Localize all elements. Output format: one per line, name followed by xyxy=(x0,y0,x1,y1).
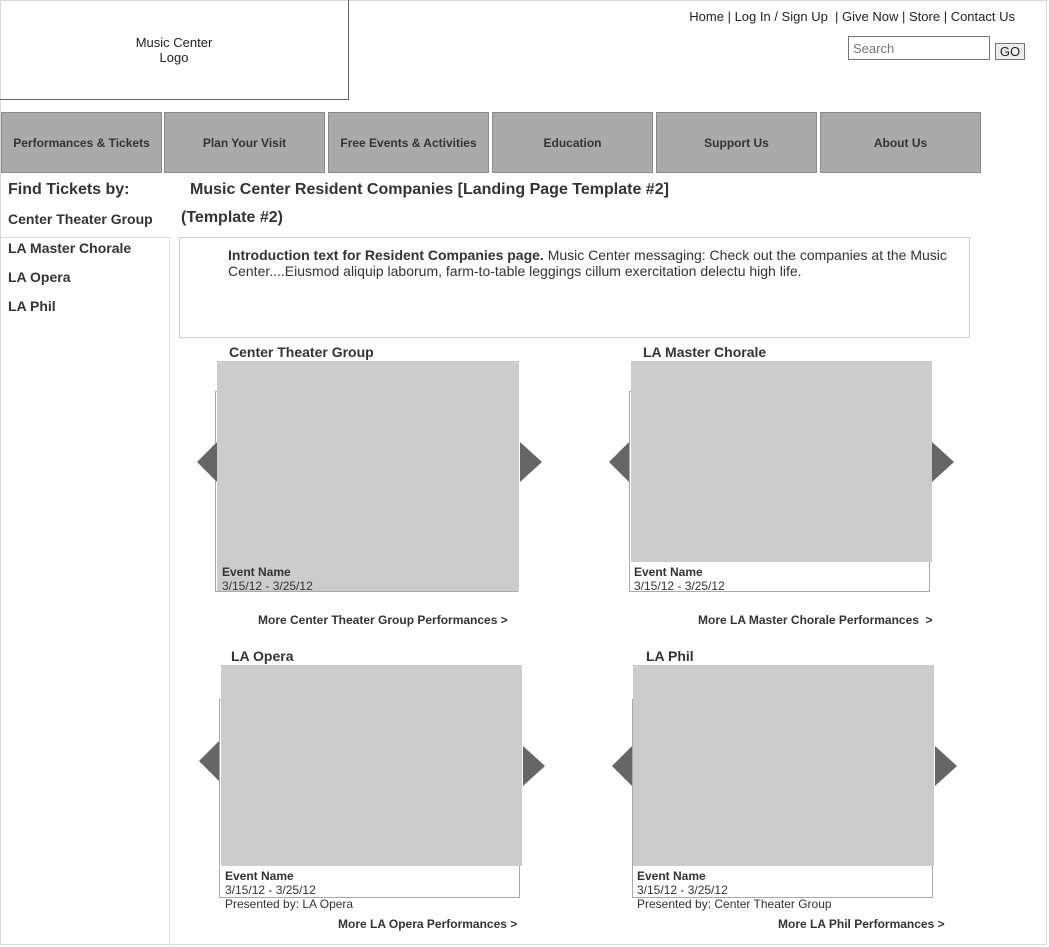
event-name[interactable]: Event Name xyxy=(637,869,706,883)
event-name[interactable]: Event Name xyxy=(225,869,294,883)
sidebar-divider xyxy=(0,237,170,238)
sidebar-item-la-phil[interactable]: LA Phil xyxy=(8,298,56,314)
company-title-la-opera: LA Opera xyxy=(231,648,294,664)
event-dates: 3/15/12 - 3/25/12 xyxy=(634,579,725,593)
logo-text-line1: Music Center xyxy=(135,34,213,50)
event-image-slot[interactable] xyxy=(633,665,934,866)
more-la-phil-link[interactable]: More LA Phil Performances > xyxy=(778,917,945,931)
logo-text-line2: Logo xyxy=(159,49,189,65)
sidebar-border xyxy=(169,237,170,947)
nav-item-plan-visit[interactable]: Plan Your Visit xyxy=(164,112,325,173)
event-name[interactable]: Event Name xyxy=(222,565,291,579)
utility-link-store[interactable]: Store xyxy=(909,9,941,24)
event-dates: 3/15/12 - 3/25/12 xyxy=(222,579,313,593)
sidebar-item-la-master-chorale[interactable]: LA Master Chorale xyxy=(8,240,132,256)
sidebar-title: Find Tickets by: xyxy=(8,181,130,198)
logo[interactable] xyxy=(0,0,349,100)
page-title: Music Center Resident Companies [Landing Page Template #2] xyxy=(190,181,669,198)
page-subtitle: (Template #2) xyxy=(181,209,283,226)
nav-item-about[interactable]: About Us xyxy=(820,112,981,173)
event-image-slot[interactable] xyxy=(631,361,932,562)
nav-item-education[interactable]: Education xyxy=(492,112,653,173)
carousel-prev-arrow[interactable] xyxy=(609,442,629,482)
event-name[interactable]: Event Name xyxy=(634,565,703,579)
presented-by: Presented by: Center Theater Group xyxy=(637,897,832,911)
carousel-prev-arrow[interactable] xyxy=(197,442,217,482)
carousel-next-arrow[interactable] xyxy=(520,442,542,482)
nav-item-support[interactable]: Support Us xyxy=(656,112,817,173)
carousel-next-arrow[interactable] xyxy=(932,442,954,482)
company-title-la-phil: LA Phil xyxy=(646,648,694,664)
carousel-prev-arrow[interactable] xyxy=(612,746,632,786)
carousel-next-arrow[interactable] xyxy=(935,746,957,786)
more-la-opera-link[interactable]: More LA Opera Performances > xyxy=(338,917,518,931)
search-go-button[interactable]: GO xyxy=(995,43,1025,60)
search-input[interactable] xyxy=(848,36,990,60)
sidebar-item-la-opera[interactable]: LA Opera xyxy=(8,269,71,285)
company-title-la-master-chorale: LA Master Chorale xyxy=(643,344,767,360)
utility-link-contact[interactable]: Contact Us xyxy=(950,9,1015,24)
utility-link-give[interactable]: Give Now xyxy=(842,9,899,24)
presented-by: Presented by: LA Opera xyxy=(225,897,354,911)
utility-link-login[interactable]: Log In / Sign Up xyxy=(734,9,828,24)
sidebar-item-center-theater-group[interactable]: Center Theater Group xyxy=(8,211,153,227)
more-la-master-chorale-link[interactable]: More LA Master Chorale Performances > xyxy=(698,613,933,627)
event-image-slot[interactable] xyxy=(221,665,522,866)
nav-item-free-events[interactable]: Free Events & Activities xyxy=(328,112,489,173)
carousel-prev-arrow[interactable] xyxy=(199,741,219,781)
event-image-slot[interactable] xyxy=(217,361,519,591)
utility-link-home[interactable]: Home xyxy=(689,9,724,24)
event-dates: 3/15/12 - 3/25/12 xyxy=(637,883,728,897)
intro-text xyxy=(228,247,958,279)
intro-body: Music Center messaging: Check out the companies at the Music Center....Eiusmod aliquip laborum, farm-to-table leggings cillum exercitation delectu high life. xyxy=(228,247,947,279)
intro-bold: Introduction text for Resident Companies page. xyxy=(228,247,544,263)
utility-nav: Home | Log In / Sign Up | Give Now | Store | Contact Us xyxy=(689,9,1015,24)
nav-item-performances[interactable]: Performances & Tickets xyxy=(1,112,162,173)
more-center-theater-group-link[interactable]: More Center Theater Group Performances > xyxy=(258,613,508,627)
company-title-center-theater-group: Center Theater Group xyxy=(229,344,374,360)
carousel-next-arrow[interactable] xyxy=(523,746,545,786)
event-dates: 3/15/12 - 3/25/12 xyxy=(225,883,316,897)
